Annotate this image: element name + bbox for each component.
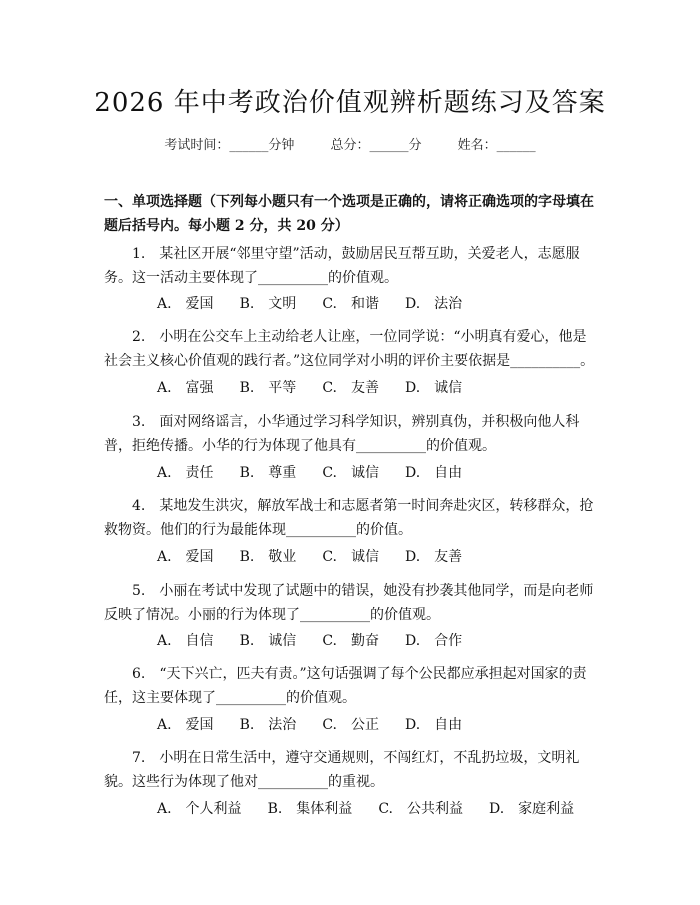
option-a: A. 爱国 xyxy=(157,717,214,733)
question-6 xyxy=(104,662,596,710)
option-d: D. 自由 xyxy=(404,717,463,733)
option-a: A. 爱国 xyxy=(157,296,214,312)
option-d: D. 法治 xyxy=(404,296,463,312)
exam-time-field: 考试时间：______分钟 xyxy=(164,138,295,153)
exam-meta xyxy=(0,134,700,153)
question-stem: 1. 某社区开展“邻里守望”活动，鼓励居民互帮互助，关爱老人，志愿服务。这一活动主要体现了__________的价值观。 xyxy=(104,246,580,286)
option-b: B. 文明 xyxy=(239,296,297,312)
option-d: D. 友善 xyxy=(404,549,463,565)
option-d: D. 家庭利益 xyxy=(488,801,575,817)
option-b: B. 敬业 xyxy=(239,549,297,565)
question-4-options xyxy=(157,547,488,567)
question-stem: 3. 面对网络谣言，小华通过学习科学知识，辨别真伪，并积极向他人科普，拒绝传播。小华的行为体现了他具有__________的价值观。 xyxy=(104,414,580,454)
option-b: B. 法治 xyxy=(239,717,297,733)
question-1-options xyxy=(157,294,488,314)
option-d: D. 诚信 xyxy=(404,380,463,396)
question-5 xyxy=(104,579,596,627)
question-stem: 5. 小丽在考试中发现了试题中的错误，她没有抄袭其他同学，而是向老师反映了情况。小丽的行为体现了__________的价值观。 xyxy=(104,583,594,623)
option-c: C. 和谐 xyxy=(322,296,379,312)
total-score-field: 总分：______分 xyxy=(330,138,422,153)
question-3-options xyxy=(157,463,488,483)
option-b: B. 平等 xyxy=(239,380,297,396)
option-d: D. 自由 xyxy=(404,465,463,481)
question-stem: 2. 小明在公交车上主动给老人让座，一位同学说：“小明真有爱心，他是社会主义核心价值观的践行者。”这位同学对小明的评价主要依据是__________。 xyxy=(104,329,595,369)
page-title: 2026 年中考政治价值观辨析题练习及答案 xyxy=(94,88,606,118)
option-a: A. 个人利益 xyxy=(157,801,242,817)
question-stem: 4. 某地发生洪灾，解放军战士和志愿者第一时间奔赴灾区，转移群众，抢救物资。他们的行为最能体现__________的价值。 xyxy=(104,498,594,538)
option-b: B. 诚信 xyxy=(239,633,297,649)
option-b: B. 尊重 xyxy=(239,465,297,481)
question-7-options xyxy=(157,799,600,819)
question-6-options xyxy=(157,715,488,735)
option-b: B. 集体利益 xyxy=(267,801,353,817)
question-1 xyxy=(104,242,596,290)
question-stem: 6. “天下兴亡，匹夫有责。”这句话强调了每个公民都应承担起对国家的责任，这主要体现了__________的价值观。 xyxy=(104,666,587,706)
option-a: A. 自信 xyxy=(157,633,214,649)
student-name-field: 姓名：______ xyxy=(457,138,536,153)
option-a: A. 责任 xyxy=(157,465,214,481)
option-c: C. 诚信 xyxy=(322,549,379,565)
section-heading: 一、单项选择题（下列每小题只有一个选项是正确的，请将正确选项的字母填在题后括号内。每小题 2 分，共 20 分） xyxy=(104,194,594,234)
question-2-options xyxy=(157,378,488,398)
question-2 xyxy=(104,325,596,373)
option-d: D. 合作 xyxy=(404,633,463,649)
question-5-options xyxy=(157,631,488,651)
option-c: C. 公共利益 xyxy=(378,801,463,817)
option-c: C. 诚信 xyxy=(322,465,379,481)
option-c: C. 友善 xyxy=(322,380,379,396)
question-4 xyxy=(104,494,596,542)
question-3 xyxy=(104,410,596,458)
question-stem: 7. 小明在日常生活中，遵守交通规则，不闯红灯，不乱扔垃圾，文明礼貌。这些行为体现了他对__________的重视。 xyxy=(104,750,580,790)
option-a: A. 爱国 xyxy=(157,549,214,565)
option-c: C. 公正 xyxy=(322,717,379,733)
option-a: A. 富强 xyxy=(157,380,214,396)
option-c: C. 勤奋 xyxy=(322,633,379,649)
question-7 xyxy=(104,746,596,794)
